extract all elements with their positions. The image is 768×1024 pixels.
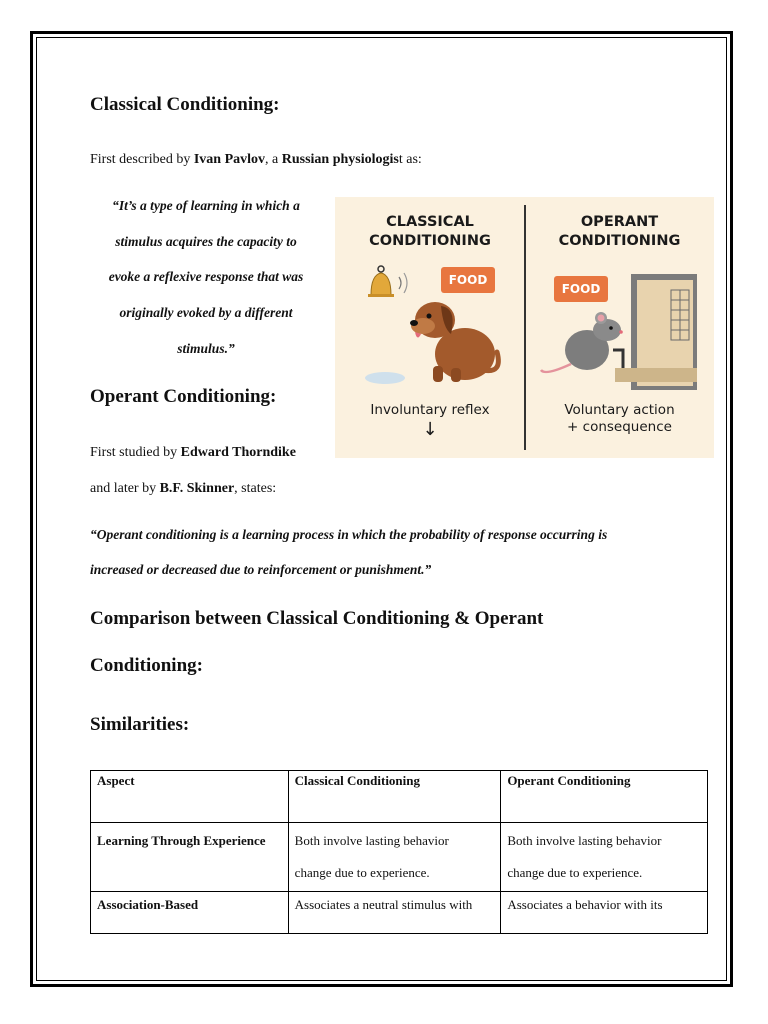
classical-intro-pre: First described by	[90, 152, 194, 167]
heading-comparison-line2: Conditioning:	[90, 655, 203, 676]
illus-right-caption-line: Voluntary action	[564, 402, 675, 418]
heading-similarities: Similarities:	[90, 714, 190, 735]
table-cell	[501, 823, 708, 892]
heading-comparison-line1: Comparison between Classical Conditioning & Operant	[90, 608, 544, 629]
thorndike-name: Edward Thorndike	[180, 445, 296, 460]
illus-right-caption-line: + consequence	[567, 419, 672, 435]
puddle-icon	[363, 369, 407, 387]
illus-left-caption: Involuntary reflex	[370, 402, 490, 418]
heading-classical-conditioning: Classical Conditioning:	[90, 94, 280, 115]
quote-line: stimulus acquires the capacity to	[115, 233, 297, 249]
illus-right-title-line: OPERANT	[580, 214, 659, 230]
table-header-cell: Operant Conditioning	[501, 771, 708, 823]
operant-quote-line: increased or decreased due to reinforcement or punishment.”	[90, 562, 432, 577]
table-cell	[501, 892, 708, 934]
classical-quote	[90, 188, 322, 367]
quote-line: stimulus.”	[177, 340, 235, 356]
table-header-cell: Aspect	[91, 771, 289, 823]
illus-right-caption	[525, 402, 714, 436]
table-cell-line: Associates a behavior with its	[507, 897, 663, 912]
table-row	[91, 823, 708, 892]
skinner-name: B.F. Skinner	[159, 481, 235, 496]
conditioning-illustration	[335, 197, 714, 458]
table-cell-aspect: Learning Through Experience	[91, 823, 289, 892]
classical-intro-mid: , a	[265, 152, 282, 167]
down-arrow-icon: ↓	[422, 419, 438, 440]
operant-intro-post: , states:	[234, 481, 277, 496]
table-cell-line: Both involve lasting behavior	[294, 833, 449, 848]
table-cell-line: change due to experience.	[507, 865, 643, 880]
quote-line: originally evoked by a different	[119, 305, 293, 321]
pavlov-name: Ivan Pavlov	[193, 152, 266, 167]
illus-left-title-line: CLASSICAL	[386, 214, 474, 230]
quote-line: evoke a reflexive response that was	[108, 269, 304, 285]
rat-box-icon	[535, 272, 705, 397]
food-tag-left: FOOD	[441, 267, 495, 293]
comparison-table	[90, 770, 708, 934]
pavlov-role-bold: Russian physiologis	[281, 152, 399, 167]
table-cell	[288, 892, 501, 934]
illus-right-title	[525, 213, 714, 251]
table-header-cell: Classical Conditioning	[288, 771, 501, 823]
operant-intro-pre2: and later by	[90, 481, 160, 496]
operant-quote-line: “Operant conditioning is a learning process in which the probability of response occurring is	[90, 527, 608, 542]
pavlov-role-rest: t as:	[398, 152, 422, 167]
illus-left-title	[335, 213, 525, 251]
table-cell-line: change due to experience.	[294, 865, 430, 880]
heading-operant-conditioning: Operant Conditioning:	[90, 386, 277, 407]
illus-right-title-line: CONDITIONING	[558, 233, 681, 249]
illus-left-title-line: CONDITIONING	[369, 233, 491, 249]
dog-icon	[405, 292, 505, 387]
quote-line: “It’s a type of learning in which a	[112, 198, 300, 213]
table-cell-line: Both involve lasting behavior	[507, 833, 662, 848]
operant-intro-line1	[90, 443, 296, 463]
table-row	[91, 892, 708, 934]
table-cell-line: Associates a neutral stimulus with	[294, 897, 473, 912]
table-cell	[288, 823, 501, 892]
operant-intro-line2	[90, 479, 276, 499]
food-tag-right: FOOD	[554, 276, 608, 302]
classical-intro	[90, 150, 422, 170]
operant-intro-pre: First studied by	[90, 445, 181, 460]
table-header-row	[91, 771, 708, 823]
table-cell-aspect: Association-Based	[91, 892, 289, 934]
